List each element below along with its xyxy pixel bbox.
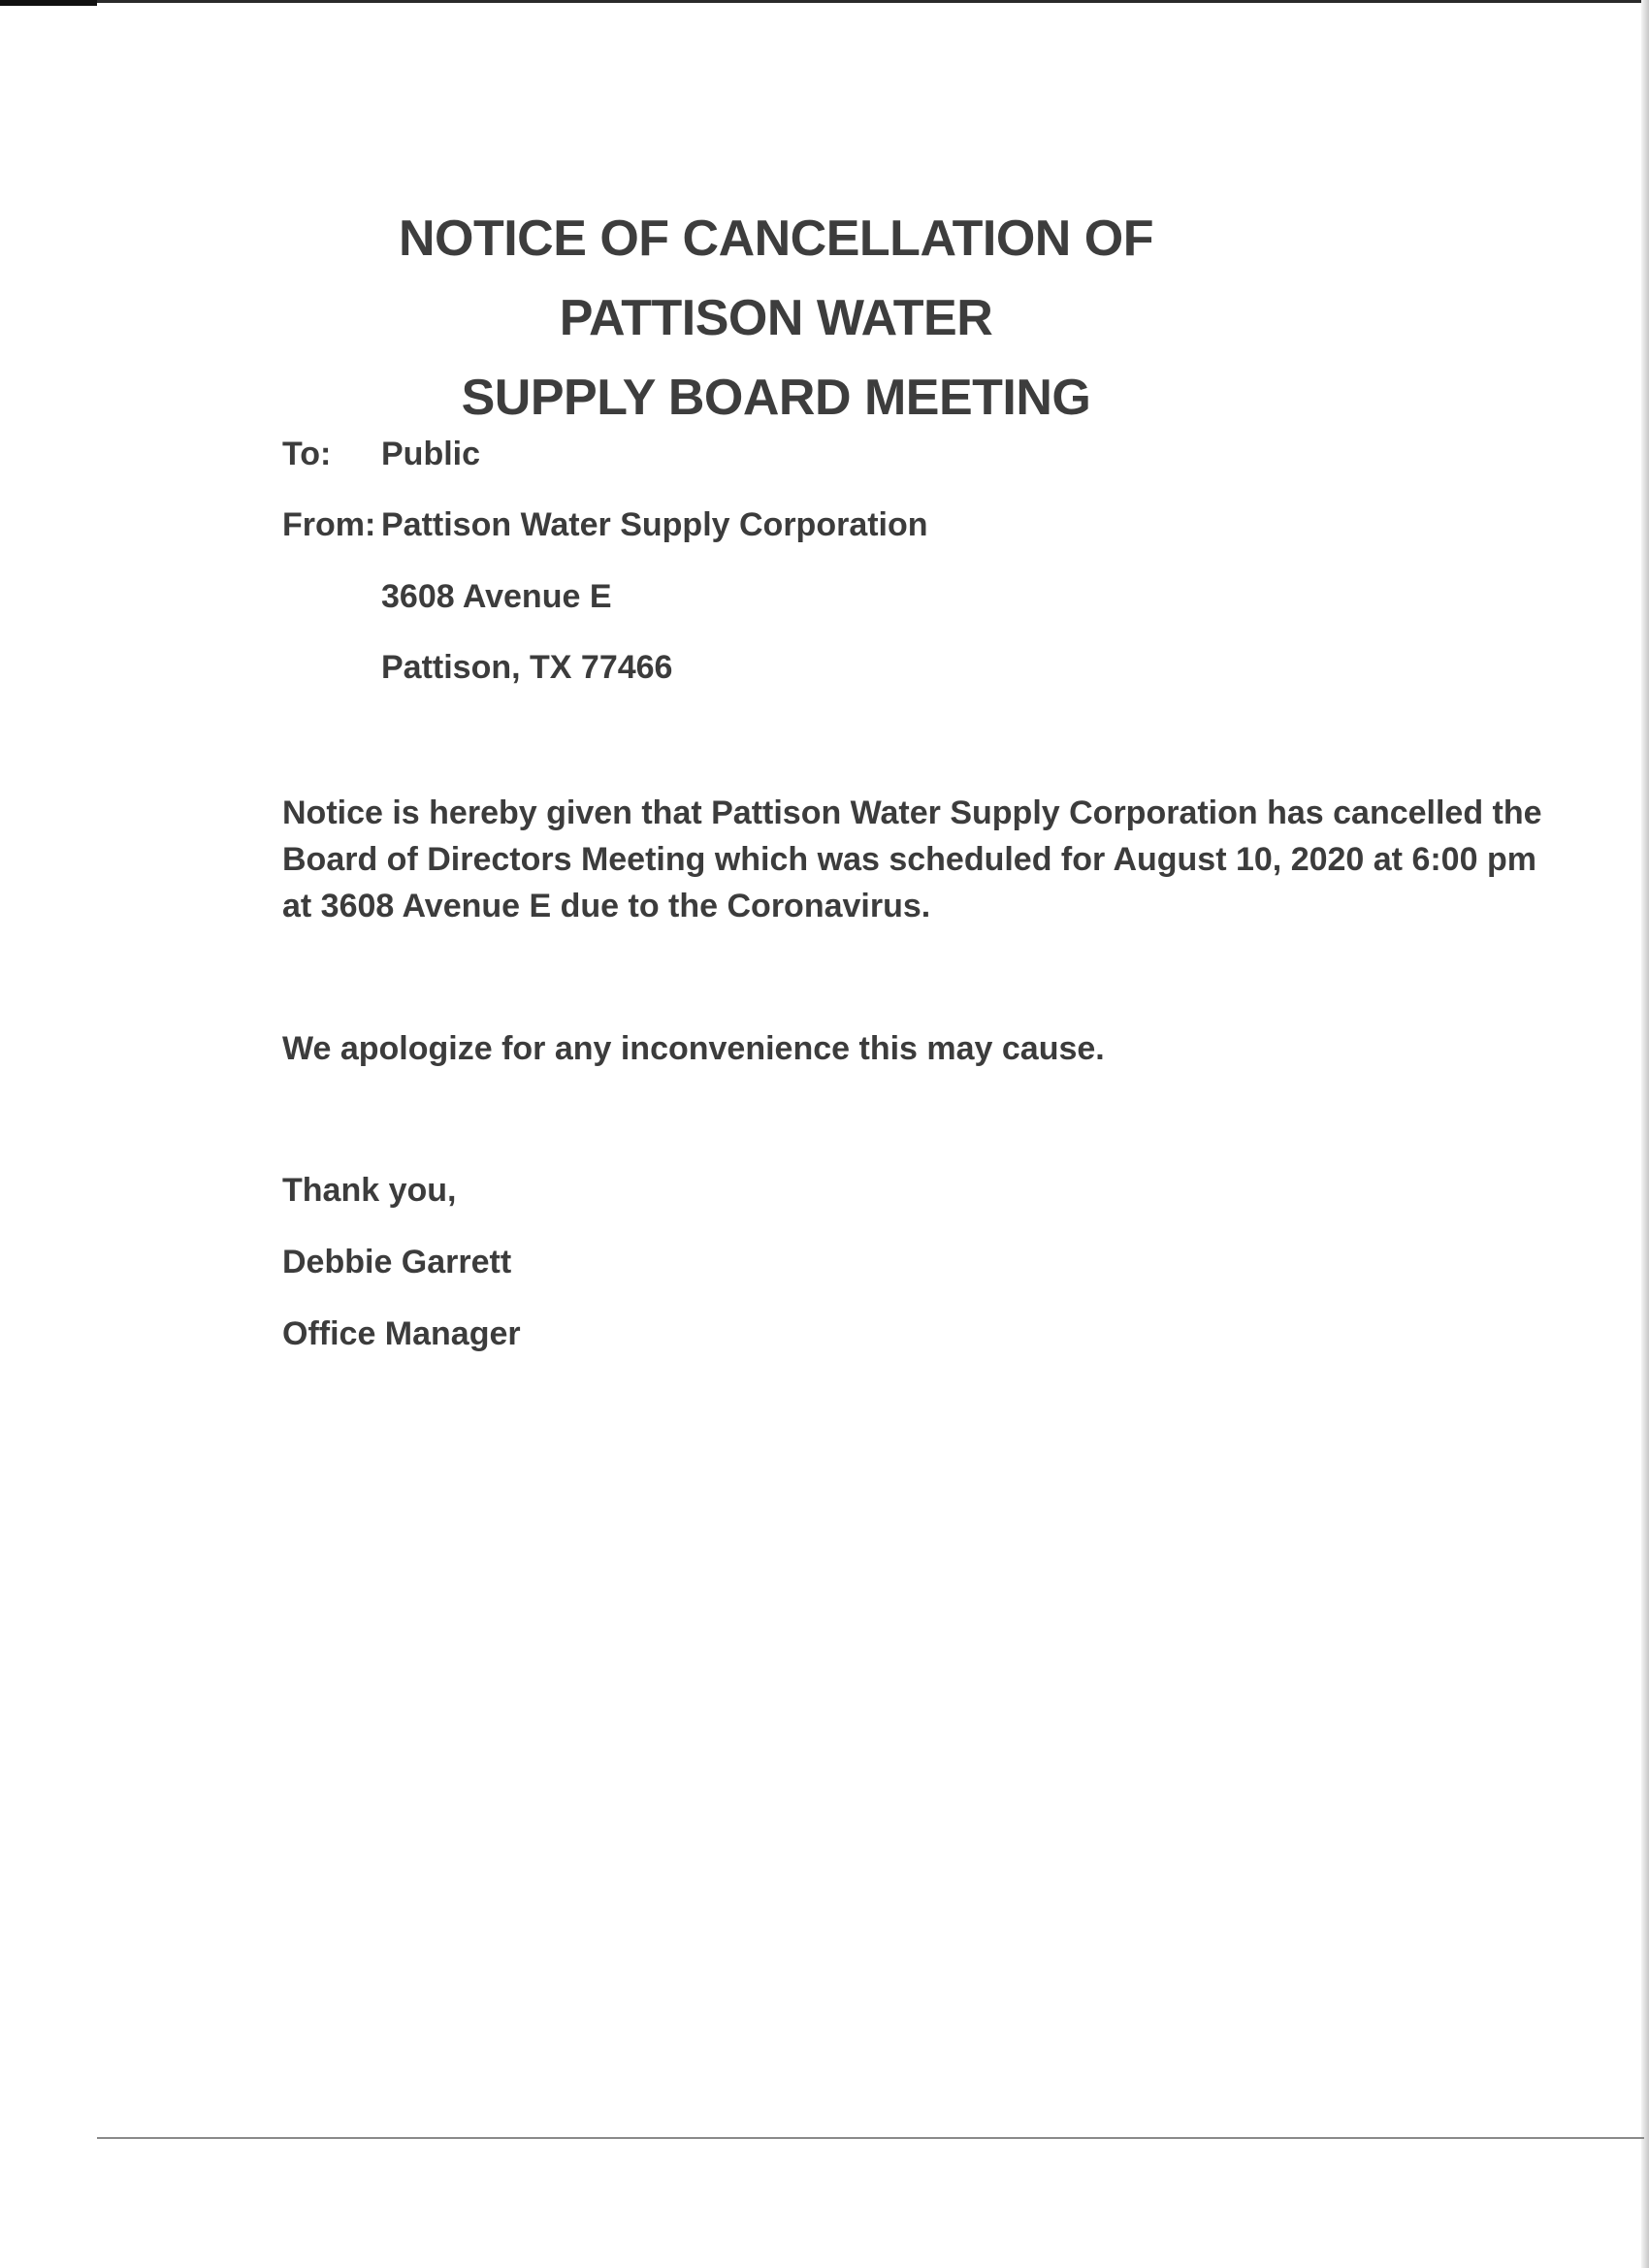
from-label: From: [282, 506, 376, 543]
signer-name: Debbie Garrett [282, 1244, 512, 1280]
title-line-1: NOTICE OF CANCELLATION OF PATTISON WATER [398, 211, 1154, 346]
to-label: To: [282, 436, 332, 472]
memo-to-line [282, 436, 480, 473]
apology-paragraph: We apologize for any inconvenience this may cause. [282, 1030, 1105, 1067]
memo-from-line [282, 506, 928, 544]
from-value: Pattison Water Supply Corporation [381, 506, 928, 543]
page-title [291, 199, 1261, 437]
title-line-2: SUPPLY BOARD MEETING [461, 370, 1091, 426]
scan-bottom-rule [97, 2137, 1644, 2139]
address-line-1: 3608 Avenue E [381, 578, 612, 615]
address-line-2: Pattison, TX 77466 [381, 649, 673, 686]
closing-text: Thank you, [282, 1172, 457, 1209]
notice-paragraph [282, 790, 1582, 929]
scan-top-border [0, 0, 1649, 3]
notice-line-2: Board of Directors Meeting which was scheduled for August 10, 2020 at 6:00 pm [282, 841, 1536, 878]
signer-role: Office Manager [282, 1315, 521, 1352]
scan-right-edge [1641, 0, 1649, 2268]
notice-line-1: Notice is hereby given that Pattison Water Supply Corporation has cancelled the [282, 794, 1542, 831]
scan-corner-mark [0, 0, 97, 6]
to-value: Public [381, 436, 481, 472]
notice-line-3: at 3608 Avenue E due to the Coronavirus. [282, 888, 931, 924]
